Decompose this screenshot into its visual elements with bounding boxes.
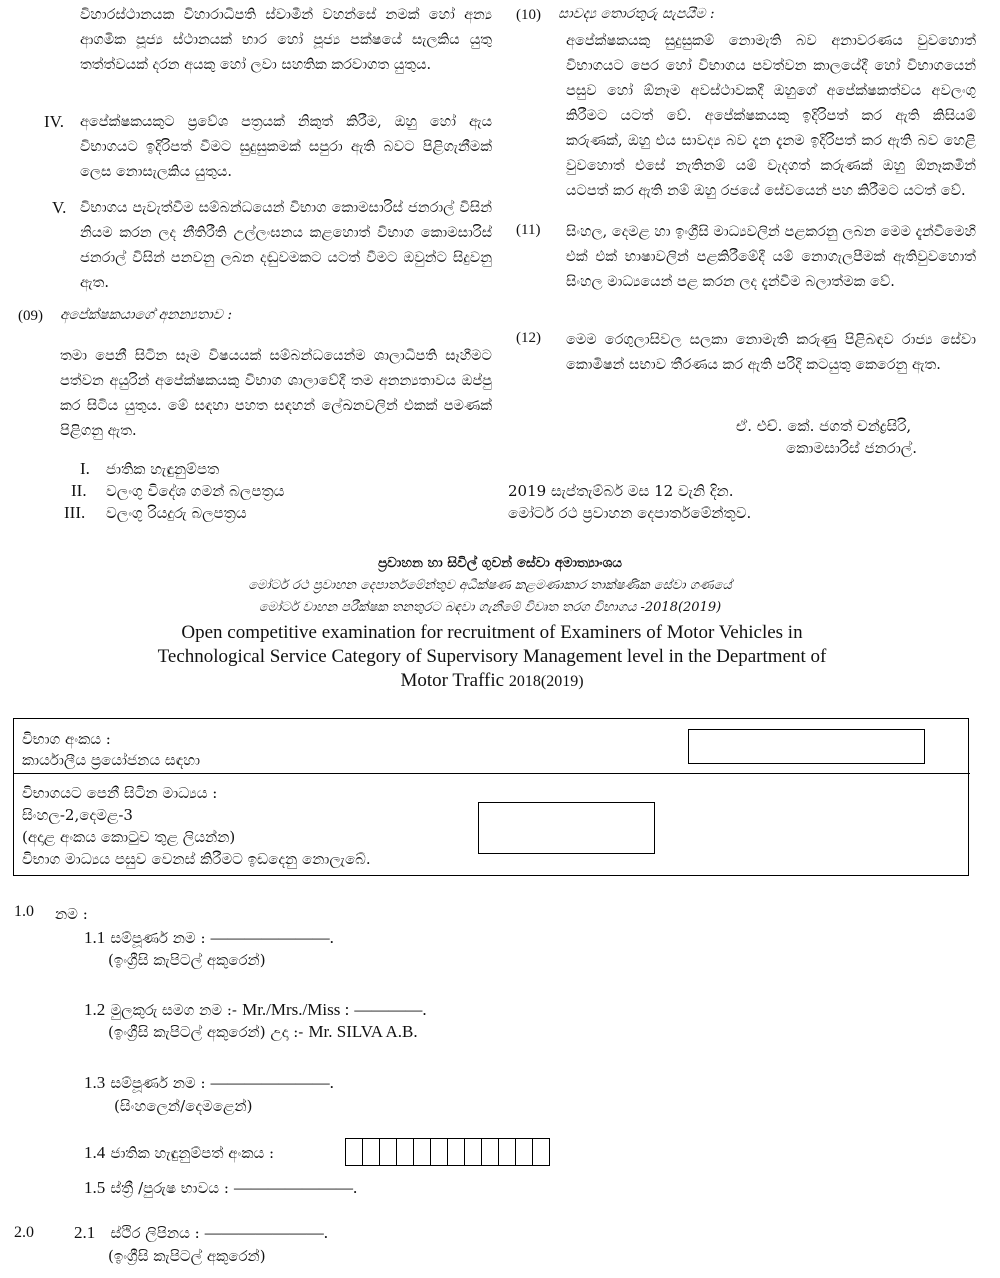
field-1-2-blank[interactable]: ————.	[354, 1000, 427, 1019]
field-1-5-blank[interactable]: ———————.	[233, 1178, 358, 1197]
nic-number-boxes[interactable]	[345, 1138, 550, 1166]
signatory-name: ඒ. එච්. කේ. ජගත් චන්ද්‍රසිරි,	[736, 417, 912, 435]
exam-number-input[interactable]	[688, 729, 925, 764]
section-2-number: 2.0	[14, 1224, 34, 1241]
section-09-number: (09)	[18, 308, 43, 324]
field-1-2-row	[84, 1000, 427, 1020]
doc-1-number: I.	[80, 459, 90, 478]
nic-digit-box[interactable]	[533, 1139, 550, 1165]
doc-1-label: ජාතික හැඳුනුම්පත	[106, 460, 220, 478]
section-1-label: නම :	[55, 905, 88, 923]
section-09-text: තමා පෙනී සිටින සෑම විෂයයක් සම්බන්ධයෙන්ම ශාලාධිපති සෑහීමට පත්වන අයුරින් අපේක්ෂකයකු විභාග ශාලාවේදී තම අනන්‍යතාවය ඔප්පු කර සිටිය යුතුය. මේ සඳහා පහත සඳහන් ලේඛනවලින් එකක් පමණක් පිළිගනු ඇත.	[60, 348, 492, 439]
field-1-1-blank[interactable]: ———————.	[210, 928, 334, 947]
field-1-1-note: (ඉංග්‍රීසි කැපිටල් අකුරෙන්)	[108, 951, 266, 969]
nic-digit-box[interactable]	[516, 1139, 533, 1165]
medium-label: විභාගයට පෙනී සිටින මාධ්‍යය :	[22, 784, 218, 802]
medium-notice: විභාග මාධ්‍යය පසුව වෙනස් කිරීමට ඉඩදෙනු නොලැබේ.	[22, 850, 371, 868]
medium-options: සිංහල-2,දෙමළ-3	[22, 806, 133, 824]
doc-2-number: II.	[71, 481, 87, 500]
item-iv-text: අපේක්ෂකයකුට ප්‍රවේශ පත්‍රයක් නිකුත් කිරීම, ඔහු හෝ ඇය විභාගයට ඉදිරිපත් වීමට සුදුසුකමක් සපුරා ඇති බවට පිළිගැනීමක් ලෙස නොසැලකිය යුතුය.	[80, 114, 492, 180]
nic-digit-box[interactable]	[465, 1139, 482, 1165]
field-1-2-note: (ඉංග්‍රීසි කැපිටල් අකුරෙන්) උදා :-	[108, 1023, 304, 1041]
issuing-department: මෝටර් රථ ප්‍රවාහන දෙපාර්තමේන්තුව.	[508, 504, 752, 522]
field-1-3-blank[interactable]: ———————.	[210, 1073, 334, 1092]
english-title-line-3-text: Motor Traffic	[400, 670, 505, 691]
english-title-line-3	[0, 669, 984, 694]
doc-2-label: වලංගු විදේශ ගමන් බලපත්‍රය	[106, 482, 285, 500]
field-1-5-number: 1.5	[84, 1178, 106, 1197]
left-top-paragraph: විහාරස්ථානයක විහාරාධිපති ස්වාමීන් වහන්සේ නමක් හෝ අන්‍ය ආගමික පූජ්‍ය ස්ථානයක් භාර හෝ පූජ්‍ය පක්ෂයේ සැලකිය යුතු තත්ත්වයක් දරන අයකු හෝ ලවා සහතික කරවාගත යුතුය.	[80, 7, 492, 73]
section-10-text: අපේක්ෂකයකු සුදුසුකම් නොමැති බව අනාවරණය වුවහොත් විභාගයට පෙර හෝ විභාගය පවත්වන කාලයේදී හෝ විභාගයෙන් පසුව හෝ ඕනෑම අවස්ථාවකදී ඔහුගේ අපේක්ෂකත්වය අවලංගු කිරීමට යටත් වේ. අපේක්ෂකයකු ඉදිරිපත් කර ඇති කිසියම් කරුණක්, ඔහු එය සාවද්‍ය බව දැන දැනම ඉදිරිපත් කර ඇති බව හෙළි වුවහොත් එසේ නැතිනම් යම් වැදගත් කරුණක් ඔහු ඕනෑකමින් යටපත් කර ඇති නම් ඔහු රජයේ සේවයෙන් පහ කිරීමට යටත් වේ.	[566, 33, 976, 199]
medium-instruction: (අදාළ අංකය කොටුව තුළ ලියන්න)	[22, 828, 236, 846]
field-2-1-blank[interactable]: ———————.	[204, 1223, 329, 1242]
sinhala-title-line-1: මෝටර් රථ ප්‍රවාහන දෙපාර්තමේන්තුව අධීක්ෂණ කළමණාකාර තාක්ෂණික සේවා ගණයේ	[248, 578, 732, 593]
nic-digit-box[interactable]	[431, 1139, 448, 1165]
item-iv-number: IV.	[44, 112, 64, 131]
field-1-5-row	[84, 1178, 357, 1198]
item-v-text: විභාගය පැවැත්වීම සම්බන්ධයෙන් විභාග කොමසාරිස් ජනරාල් විසින් නියම කරන ලද නීතිරීති උල්ලංඝනය කළහොත් විභාග කොමසාරිස් ජනරාල් විසින් පනවනු ලබන දඬුවමකට යටත් වීමට ඔවුන්ට සිදුවනු ඇත.	[80, 200, 492, 291]
exam-number-label: විභාග අංකය :	[22, 730, 111, 748]
field-2-1-label: ස්ථිර ලිපිනය :	[110, 1224, 200, 1242]
office-use-label: කාර්යාලීය ප්‍රයෝජනය සඳහා	[22, 751, 201, 769]
field-1-3-label: සම්පූර්ණ නම :	[110, 1074, 206, 1092]
field-1-2-number: 1.2	[84, 1000, 106, 1019]
nic-digit-box[interactable]	[448, 1139, 465, 1165]
field-1-3-note: (සිංහලෙන්/දෙමළෙන්)	[114, 1097, 253, 1115]
office-box-divider	[13, 773, 970, 774]
section-12-number: (12)	[516, 330, 541, 346]
doc-3-number: III.	[64, 503, 86, 522]
section-11-number: (11)	[516, 222, 541, 238]
medium-input-box[interactable]	[478, 802, 655, 854]
section-09-heading: අපේක්ෂකයාගේ අනන්‍යතාව :	[60, 307, 233, 323]
field-1-4-row	[84, 1143, 274, 1163]
field-1-3-number: 1.3	[84, 1073, 106, 1092]
field-1-4-label: ජාතික හැඳුනුම්පත් අංකය :	[110, 1144, 275, 1162]
section-1-number: 1.0	[14, 903, 34, 920]
nic-digit-box[interactable]	[363, 1139, 380, 1165]
field-2-1-note: (ඉංග්‍රීසි කැපිටල් අකුරෙන්)	[108, 1247, 266, 1265]
field-2-1-number: 2.1	[74, 1223, 96, 1242]
field-1-2-title-options: Mr./Mrs./Miss :	[242, 1000, 350, 1019]
field-1-1-row	[84, 928, 334, 948]
english-title-line-1: Open competitive examination for recruitment of Examiners of Motor Vehicles in	[181, 622, 803, 643]
ministry-name: ප්‍රවාහන හා සිවිල් ගුවන් සේවා අමාත්‍යාංශය	[378, 555, 622, 571]
field-1-3-row	[84, 1073, 334, 1093]
field-1-4-number: 1.4	[84, 1143, 106, 1162]
item-v-number: V.	[52, 198, 67, 217]
doc-3-label: වලංගු රියදුරු බලපත්‍රය	[106, 504, 247, 522]
nic-digit-box[interactable]	[380, 1139, 397, 1165]
section-10-heading: සාවද්‍ය තොරතුරු සැපයීම :	[558, 6, 715, 22]
sinhala-title-line-2: මෝටර් වාහන පරීක්ෂක තනතුරට බඳවා ගැනීමේ විවෘත තරග විභාගය -2018(2019)	[258, 600, 722, 615]
signatory-title: කොමසාරිස් ජනරාල්.	[786, 439, 917, 457]
field-1-1-label: සම්පූර්ණ නම :	[110, 929, 206, 947]
field-1-5-label: ස්ත්‍රී /පුරුෂ භාවය :	[110, 1179, 229, 1197]
section-12-text: මෙම රෙගුලාසිවල සලකා නොමැති කරුණු පිළිබඳව රාජ්‍ය සේවා කොමිෂන් සභාව තීරණය කර ඇති පරිදි කටයුතු කෙරෙනු ඇත.	[566, 332, 976, 373]
field-2-1-row	[74, 1223, 328, 1243]
section-11-text: සිංහල, දෙමළ හා ඉංග්‍රීසි මාධ්‍යවලින් පළකරනු ලබන මෙම දැන්වීමෙහි එක් එක් භාෂාවලින් පළකිරීමේදී යම් නොගැලපීමක් ඇතිවුවහොත් සිංහල මාධ්‍යයෙන් පළ කරන ලද දැන්වීම බලාත්මක වේ.	[566, 224, 976, 290]
english-title-year: 2018(2019)	[508, 673, 584, 690]
notice-date: 2019 සැප්තැම්බර් මස 12 වැනි දින.	[508, 482, 734, 500]
nic-digit-box[interactable]	[346, 1139, 363, 1165]
nic-digit-box[interactable]	[397, 1139, 414, 1165]
nic-digit-box[interactable]	[482, 1139, 499, 1165]
nic-digit-box[interactable]	[499, 1139, 516, 1165]
field-1-2-label: මුලකුරු සමග නම :-	[110, 1001, 237, 1019]
field-1-1-number: 1.1	[84, 928, 106, 947]
field-1-2-example: Mr. SILVA A.B.	[308, 1022, 418, 1041]
english-title-line-2: Technological Service Category of Supervisory Management level in the Department of	[157, 646, 827, 667]
section-10-number: (10)	[516, 7, 541, 23]
field-1-2-note-row	[108, 1022, 418, 1042]
nic-digit-box[interactable]	[414, 1139, 431, 1165]
